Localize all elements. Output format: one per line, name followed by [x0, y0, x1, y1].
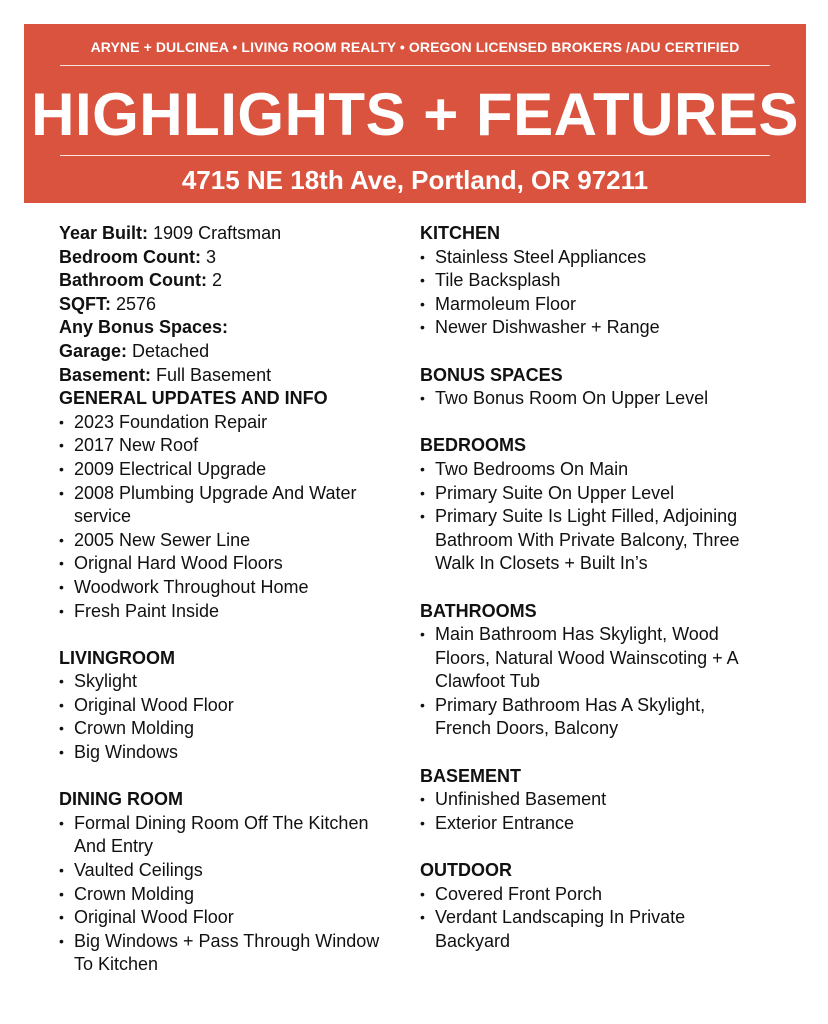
feature-item: • Big Windows + Pass Through Window To Kitchen — [59, 930, 389, 977]
feature-item: • Main Bathroom Has Skylight, Wood Floors, Natural Wood Wainscoting + A Clawfoot Tub — [420, 623, 760, 694]
header-divider-top — [60, 65, 770, 66]
feature-list — [420, 883, 760, 954]
section-heading: KITCHEN — [420, 223, 500, 243]
info-label: Bedroom Count: — [59, 246, 201, 267]
info-label: SQFT: — [59, 293, 111, 314]
feature-list — [420, 788, 760, 835]
section-heading: OUTDOOR — [420, 860, 512, 881]
info-label: Bathroom Count: — [59, 270, 207, 291]
feature-item: • Covered Front Porch — [420, 883, 760, 907]
feature-item: • Newer Dishwasher + Range — [420, 316, 760, 340]
section-heading: BATHROOMS — [420, 600, 537, 621]
feature-item: • 2005 New Sewer Line — [59, 529, 389, 553]
header-banner — [24, 24, 806, 203]
page-title: HIGHLIGHTS + FEATURES — [31, 81, 799, 148]
section-heading: BASEMENT — [420, 765, 522, 786]
section-heading: GENERAL UPDATES AND INFO — [59, 388, 328, 409]
feature-item: • Original Wood Floor — [59, 694, 389, 718]
info-value: 3 — [200, 246, 216, 267]
feature-section — [420, 434, 760, 576]
feature-item: • Exterior Entrance — [420, 812, 760, 836]
feature-item: • Verdant Landscaping In Private Backyard — [420, 906, 760, 953]
feature-section — [59, 387, 389, 623]
feature-item: • Tile Backsplash — [420, 269, 760, 293]
feature-item: • Two Bonus Room On Upper Level — [420, 387, 760, 411]
info-value: 2 — [206, 270, 222, 291]
info-value: Full Basement — [151, 364, 272, 385]
feature-item: • Crown Molding — [59, 717, 389, 741]
feature-list — [59, 670, 389, 764]
section-heading: LIVINGROOM — [59, 647, 175, 668]
right-column — [420, 222, 760, 953]
info-label: Basement: — [59, 364, 152, 385]
property-info — [59, 222, 389, 387]
feature-section — [59, 788, 389, 977]
feature-item: • Primary Suite On Upper Level — [420, 482, 760, 506]
info-year-built — [59, 222, 389, 246]
feature-item: • 2023 Foundation Repair — [59, 411, 389, 435]
info-value: 2576 — [111, 293, 157, 314]
feature-item: • Unfinished Basement — [420, 788, 760, 812]
feature-item: • 2009 Electrical Upgrade — [59, 458, 389, 482]
info-value: Detached — [127, 340, 210, 361]
feature-list — [420, 458, 760, 576]
feature-section — [420, 765, 760, 836]
feature-item: • Big Windows — [59, 741, 389, 765]
feature-section — [59, 647, 389, 765]
feature-section — [420, 222, 760, 340]
header-divider-bottom — [60, 155, 770, 156]
info-label: Garage: — [59, 340, 128, 361]
left-column — [59, 222, 389, 977]
feature-list — [420, 246, 760, 340]
feature-item: • Fresh Paint Inside — [59, 600, 389, 624]
info-sqft — [59, 293, 389, 317]
feature-item: • Skylight — [59, 670, 389, 694]
feature-item: • Two Bedrooms On Main — [420, 458, 760, 482]
feature-section — [420, 859, 760, 953]
feature-list — [420, 387, 760, 411]
section-heading: BEDROOMS — [420, 435, 527, 456]
section-heading: DINING ROOM — [59, 789, 183, 810]
feature-list — [420, 623, 760, 741]
brokerage-tagline: ARYNE + DULCINEA • LIVING ROOM REALTY • OREGON LICENSED BROKERS /ADU CERTIFIED — [90, 39, 740, 55]
feature-item: • Formal Dining Room Off The Kitchen And Entry — [59, 812, 389, 859]
info-bathroom-count — [59, 269, 389, 293]
feature-item: • Marmoleum Floor — [420, 293, 760, 317]
feature-item: • Vaulted Ceilings — [59, 859, 389, 883]
feature-item: • Stainless Steel Appliances — [420, 246, 760, 270]
feature-item: • Primary Bathroom Has A Skylight, French Doors, Balcony — [420, 694, 760, 741]
feature-list — [59, 812, 389, 977]
info-basement — [59, 364, 389, 388]
section-heading: BONUS SPACES — [420, 364, 563, 385]
feature-item: • 2008 Plumbing Upgrade And Water service — [59, 482, 389, 529]
feature-section — [420, 364, 760, 411]
feature-item: • Crown Molding — [59, 883, 389, 907]
info-value: 1909 Craftsman — [148, 223, 282, 243]
feature-item: • Orignal Hard Wood Floors — [59, 552, 389, 576]
info-garage — [59, 340, 389, 364]
feature-item: • 2017 New Roof — [59, 434, 389, 458]
feature-item: • Primary Suite Is Light Filled, Adjoining Bathroom With Private Balcony, Three Walk In Closets + Built In’s — [420, 505, 760, 576]
property-address: 4715 NE 18th Ave, Portland, OR 97211 — [181, 165, 649, 195]
feature-item: • Woodwork Throughout Home — [59, 576, 389, 600]
info-bonus-spaces — [59, 316, 389, 340]
feature-section — [420, 600, 760, 742]
feature-item: • Original Wood Floor — [59, 906, 389, 930]
info-bedroom-count — [59, 246, 389, 270]
info-label: Year Built: — [59, 223, 149, 243]
feature-list — [59, 411, 389, 623]
info-label: Any Bonus Spaces: — [59, 317, 229, 338]
